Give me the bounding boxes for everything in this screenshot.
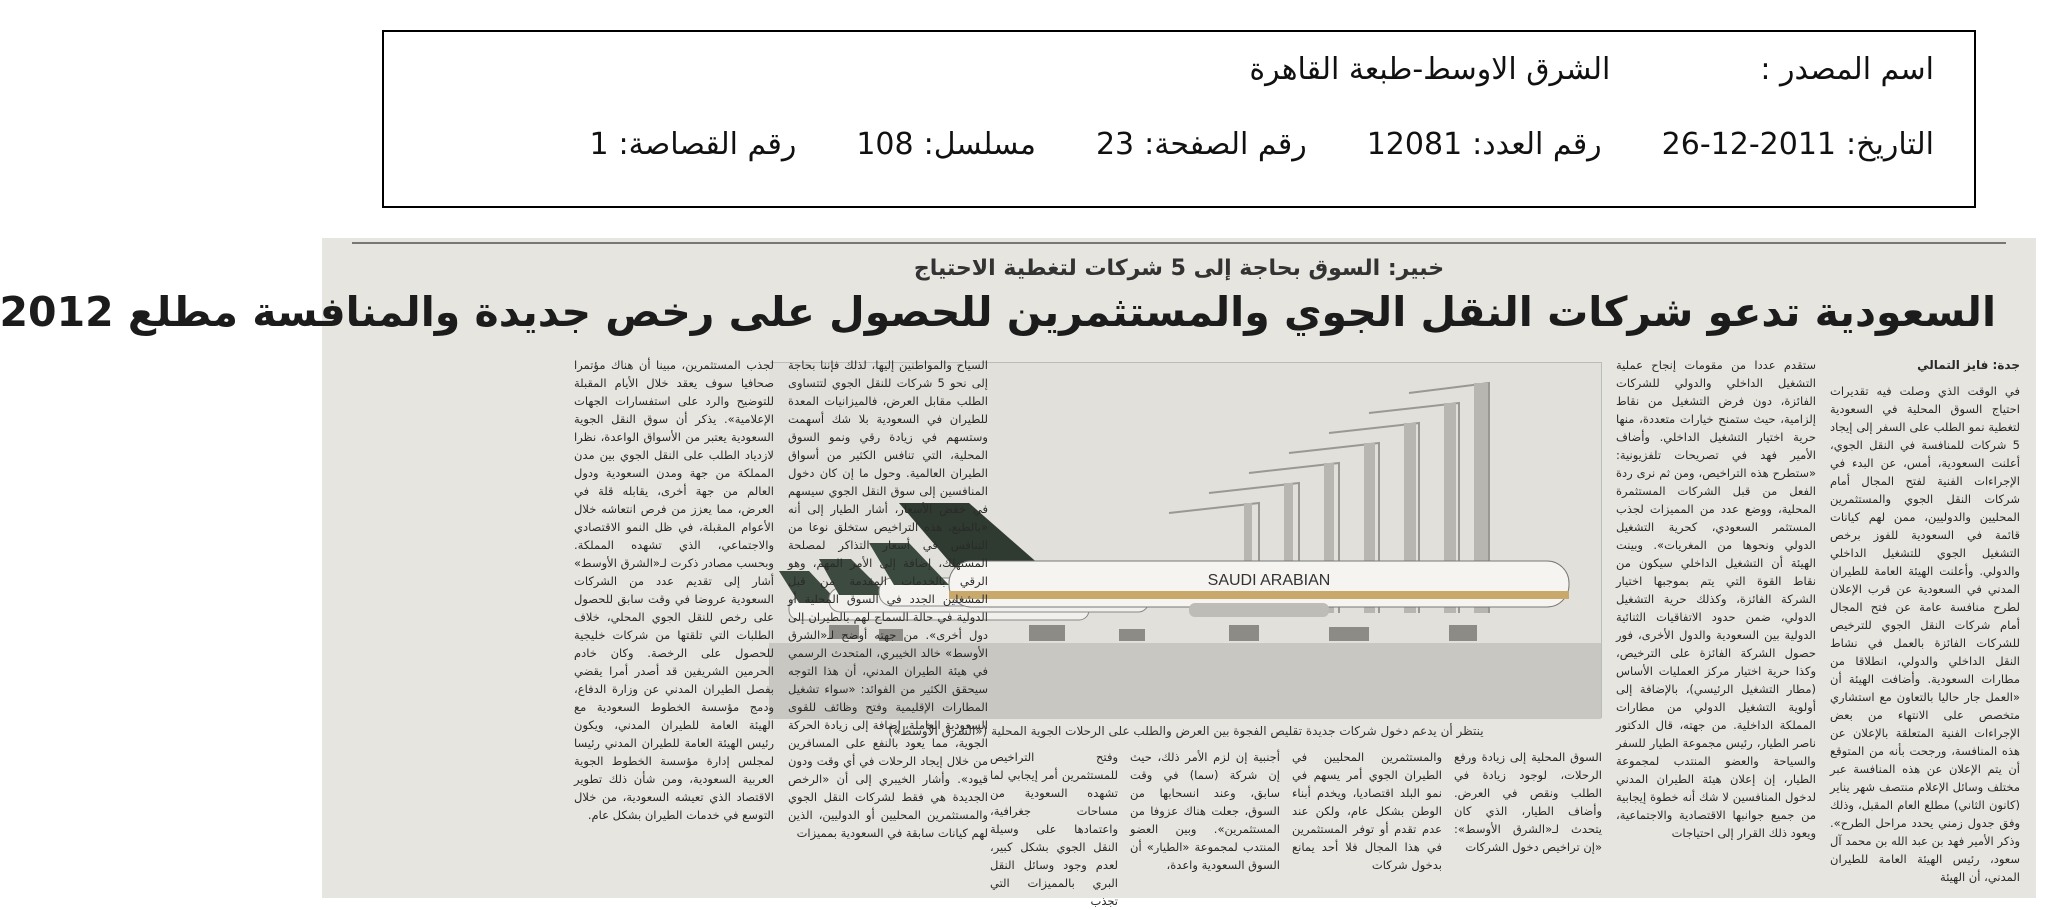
short-column-1-text: السوق المحلية إلى زيادة ورفع الرحلات، لوجود زيادة في الطلب ونقص في العرض. وأضاف الطيار، الذي كان يتحدث لـ«الشرق الأوسط»: «إن تراخيص دخول الشركات: [1454, 750, 1602, 854]
article-byline: جدة: فايز التمالي: [1917, 358, 2020, 372]
photo-caption: ينتظر أن يدعم دخول شركات جديدة تقليص الفجوة بين العرض والطلب على الرحلات الجوية المحلية («الشرق الأوسط»): [888, 724, 1484, 738]
column-4-text: لجذب المستثمرين، مبينا أن هناك مؤتمرا صحافيا سوف يعقد خلال الأيام المقبلة للتوضيح والرد على استفسارات الجهات الإعلامية». يذكر أن سوق النقل الجوية السعودية يعتبر من الأسواق الواعدة، نظرا لازدياد الطلب على النقل الجوي بين مدن المملكة من جهة ومدن السعودية ودول العالم من جهة أخرى، يقابله قلة في العرض، مما يعزز من فرص انتعاشه خلال الأعوام المقبلة، في ظل النمو الاقتصادي والاجتماعي، الذي تشهده المملكة. وبحسب مصادر ذكرت لـ«الشرق الأوسط» أشار إلى تقديم عدد من الشركات السعودية عروضا في وقت سابق للحصول على رخص للنقل الجوي المحلي، خلاف الطلبات التي تلقتها من شركات خليجية للحصول على الرخصة. وكان خادم الحرمين الشريفين قد أصدر أمرا يقضي بفصل الطيران المدني عن وزارة الدفاع، ودمج مؤسسة الخطوط السعودية مع الهيئة العامة للطيران المدني، ويكون رئيس الهيئة العامة للطيران المدني رئيسا لمجلس إدارة مؤسسة الخطوط الجوية العربية السعودية، ومن شأن ذلك تطوير الاقتصاد الذي تعيشه السعودية، من خلال التوسع في خدمات الطيران بشكل عام.: [574, 358, 774, 822]
page-label: رقم الصفحة:: [1144, 127, 1307, 162]
source-value: الشرق الاوسط-طبعة القاهرة: [1249, 52, 1611, 87]
article-column-4: [574, 356, 774, 896]
column-1-text: في الوقت الذي وصلت فيه تقديرات احتياج السوق المحلية في السعودية لتغطية نمو الطلب على السفر إلى إيجاد 5 شركات للمنافسة في النقل الجوي، أعلنت السعودية، أمس، عن البدء في الإجراءات الفنية لفتح المجال أمام شركات النقل الجوي والمستثمرين المحليين والدوليين، ممن لهم كيانات قائمة في السعودية للفوز برخص التشغيل الجوي للتشغيل الداخلي والدولي. وأعلنت الهيئة العامة للطيران المدني في السعودية عن قرب الإعلان لطرح منافسة عامة عن فتح المجال أمام شركات النقل الجوي للترخيص للشركات الفائزة بالعمل في نشاط النقل الداخلي والدولي، انطلاقا من مطارات السعودية. وأضافت الهيئة أن «العمل جار حاليا بالتعاون مع استشاري متخصص على الانتهاء من بعض الإجراءات الفنية المتعلقة بالإعلان عن هذه المنافسة، ورجحت بأنه من المتوقع أن يتم الإعلان عن هذه المنافسة عبر مختلف وسائل الإعلام منتصف شهر يناير (كانون الثاني) مطلع العام المقبل، وذلك وفق جدول زمني يحدد مراحل الطرح». وذكر الأمير فهد بن عبد الله بن محمد آل سعود، رئيس الهيئة العامة للطيران المدني، أن الهيئة: [1830, 384, 2020, 884]
issue-value: 12081: [1366, 127, 1463, 162]
newspaper-clipping: [0, 238, 2036, 908]
date-label: التاريخ:: [1846, 127, 1934, 162]
article-column-short-2: [1292, 748, 1442, 898]
article-column-1: [1830, 356, 2020, 896]
issue-number-field: [1367, 127, 1602, 162]
clip-number-field: [589, 127, 796, 162]
clip-value: 1: [589, 127, 609, 162]
top-divider: [352, 242, 2006, 244]
article-column-3: [788, 356, 988, 896]
source-info-box: [382, 30, 1976, 208]
source-row: [424, 52, 1934, 87]
short-column-4-text: وفتح التراخيص للمستثمرين أمر إيجابي لما تشهده السعودية من مساحات جغرافية، واعتمادها على وسيلة النقل الجوي بشكل كبير، لعدم وجود وسائل النقل البري بالمميزات التي تجذب: [990, 750, 1118, 908]
date-field: [1662, 127, 1934, 162]
article-column-short-1: [1454, 748, 1602, 898]
date-value: 26-12-2011: [1661, 127, 1837, 162]
aircraft-livery-text: SAUDI ARABIAN: [1207, 572, 1331, 589]
article-kicker: خبير: السوق بحاجة إلى 5 شركات لتغطية الاحتياج: [913, 256, 1445, 281]
clip-label: رقم القصاصة:: [618, 127, 797, 162]
page-number-field: [1096, 127, 1307, 162]
serial-value: 108: [856, 127, 914, 162]
article-column-short-4: [990, 748, 1118, 908]
issue-details-row: [424, 127, 1934, 162]
article-column-short-3: [1130, 748, 1280, 898]
issue-label: رقم العدد:: [1472, 127, 1602, 162]
article-column-2: [1616, 356, 1816, 896]
serial-label: مسلسل:: [923, 127, 1036, 162]
page-value: 23: [1095, 127, 1135, 162]
serial-field: [856, 127, 1036, 162]
column-3-text: السياح والمواطنين إليها، لذلك فإننا بحاجة إلى نحو 5 شركات للنقل الجوي لتتساوى الطلب مقابل العرض، فالميزانيات المعدة للطيران في السعودية بلا شك أسهمت وستسهم في زيادة رقي ونمو السوق المحلية، التي تنافس الكثير من أسواق الطيران العالمية. وحول ما إن كان دخول المنافسين إلى سوق النقل الجوي سيسهم في خفض الأسعار، أشار الطيار إلى أنه «بالطبع، هذه التراخيص ستخلق نوعا من التنافس في أسعار التذاكر لمصلحة المستهلك، إضافة إلى الأمر المهم، وهو الرقي بالخدمات المقدمة من قبل المشغلين الجدد في السوق المحلية أو الدولية في حالة السماح لهم بالطيران إلى دول أخرى». من جهته أوضح لـ«الشرق الأوسط» خالد الخيبري، المتحدث الرسمي في هيئة الطيران المدني، أن هذا التوجه سيحقق الكثير من الفوائد: «سواء تشغيل المطارات الإقليمية وفتح وظائف للقوى السعودية العاملة، إضافة إلى زيادة الحركة الجوية، مما يعود بالنفع على المسافرين من خلال إيجاد الرحلات في أي وقت ودون قيود». وأشار الخيبري إلى أن «الرخص الجديدة هي فقط لشركات النقل الجوي والمستثمرين المحليين أو الدوليين، الذين لهم كيانات سابقة في السعودية بمميزات: [788, 358, 988, 840]
source-label: اسم المصدر :: [1760, 52, 1934, 87]
column-2-text: ستقدم عددا من مقومات إنجاح عملية التشغيل الداخلي والدولي للشركات الفائزة، دون فرض التشغيل من نقاط إلزامية، حيث ستمنح خيارات متعددة، منها حرية اختيار التشغيل الداخلي. وأضاف الأمير فهد في تصريحات تلفزيونية: «ستطرح هذه التراخيص، ومن ثم نرى ردة الفعل من قبل الشركات المستثمرة المحلية، ووضع عدد من المميزات لجذب المستثمر السعودي، كحرية التشغيل الدولي ونحوها من المغريات». وبينت الهيئة أن التشغيل الداخلي سيكون من نقاط القوة التي يتم بموجبها اختيار الشركة الفائزة، وكذلك حرية التشغيل الدولي، ضمن حدود الاتفاقيات الثنائية الدولية بين السعودية والدول الأخرى، فور حصول الشركة الفائزة على الترخيص، وكذا حرية اختيار مركز العمليات الأساس (مطار التشغيل الرئيسي)، بالإضافة إلى أولوية التشغيل الدولي من مطارات المملكة الداخلية. من جهته، قال الدكتور ناصر الطيار، رئيس مجموعة الطيار للسفر والسياحة والعضو المنتدب لمجموعة الطيار، إن إعلان هيئة الطيران المدني لدخول المنافسين لا شك أنه خطوة إيجابية من جميع جوانبها الاقتصادية والاجتماعية، ويعود ذلك القرار إلى احتياجات: [1616, 358, 1816, 840]
article-headline: السعودية تدعو شركات النقل الجوي والمستثمرين للحصول على رخص جديدة والمنافسة مطلع 2012: [0, 288, 1996, 336]
short-column-2-text: والمستثمرين المحليين في الطيران الجوي أمر يسهم في نمو البلد اقتصاديا، ويخدم أبناء الوطن بشكل عام، ولكن عند عدم تقدم أو توفر المستثمرين في هذا المجال فلا أحد يمانع بدخول شركات: [1292, 750, 1442, 872]
short-column-3-text: أجنبية إن لزم الأمر ذلك، حيث إن شركة (سما) في وقت سابق، وعند انسحابها من السوق، جعلت هناك عزوفا من المستثمرين». وبين العضو المنتدب لمجموعة «الطيار» أن السوق السعودية واعدة،: [1130, 750, 1280, 872]
